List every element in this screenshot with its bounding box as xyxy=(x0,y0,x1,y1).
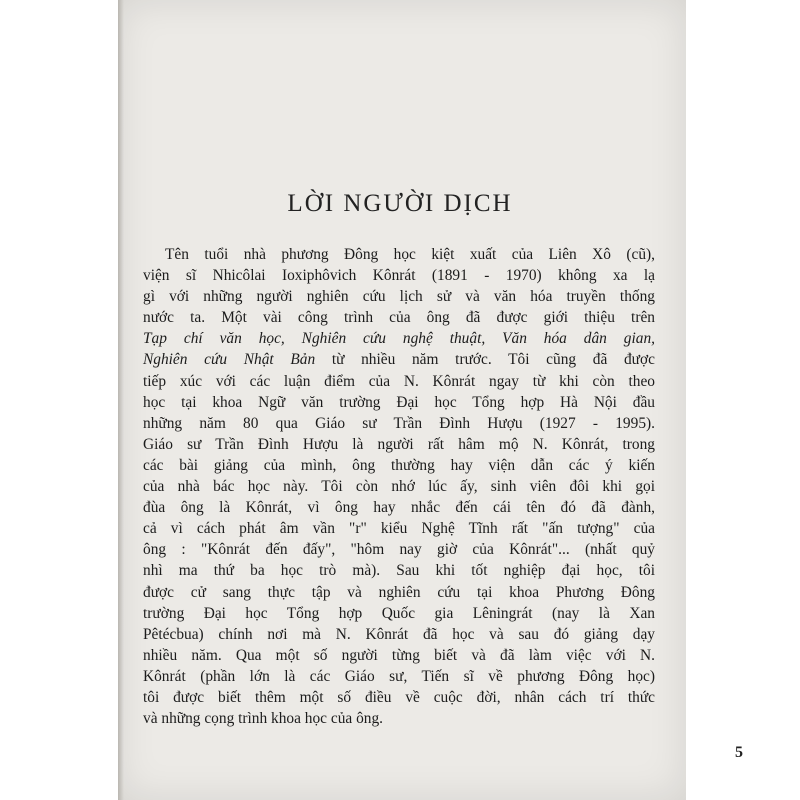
text-line: tiếp xúc với các luận điểm của N. Kônrát ngay từ khi còn theo xyxy=(143,372,655,390)
text-line: những năm 80 qua Giáo sư Trần Đình Hượu (1927 - 1995). xyxy=(143,414,655,432)
text-line: viện sĩ Nhicôlai Ioxiphôvich Kônrát (1891 - 1970) không xa lạ xyxy=(143,267,655,285)
text-line: của nhà bác học này. Tôi còn nhớ lúc ấy, sinh viên đôi khi gọi xyxy=(143,478,655,496)
text-line-italic: Tạp chí văn học, Nghiên cứu nghệ thuật, Văn hóa dân gian, xyxy=(143,330,655,348)
chapter-title: LỜI NGƯỜI DỊCH xyxy=(287,190,513,217)
text-line: nước ta. Một vài công trình của ông đã được giới thiệu trên xyxy=(143,309,655,327)
text-line: học tại khoa Ngữ văn trường Đại học Tổng hợp Hà Nội đầu xyxy=(143,393,655,411)
text-line: được cử sang thực tập và nghiên cứu tại khoa Phương Đông xyxy=(143,583,655,601)
page-gutter-shadow xyxy=(118,0,124,800)
text-line: nhì ma thứ ba học trò mà). Sau khi tốt nghiệp đại học, tôi xyxy=(143,562,655,580)
text-line: Giáo sư Trần Đình Hượu là người rất hâm mộ N. Kônrát, trong xyxy=(143,435,655,453)
text-line: nhiều năm. Qua một số người từng biết và đã làm việc với N. xyxy=(143,646,655,664)
text-line xyxy=(143,349,655,370)
text-line: và những cọng trình khoa học của ông. xyxy=(143,710,383,728)
text-line: các bài giảng của mình, ông thường hay viện dẫn các ý kiến xyxy=(143,456,655,474)
page-number: 5 xyxy=(735,744,743,761)
italic-title: Nghiên cứu Nhật Bản xyxy=(143,351,316,369)
text-line: gì với những người nghiên cứu lịch sử và văn hóa truyền thống xyxy=(143,288,655,306)
text-line: Tên tuổi nhà phương Đông học kiệt xuất của Liên Xô (cũ), xyxy=(165,246,655,263)
text-line: cả vì cách phát âm vần "r" kiểu Nghệ Tĩnh rất "ấn tượng" của xyxy=(143,520,655,538)
body-text xyxy=(143,244,655,729)
text-line: ông : "Kônrát đến đấy", "hôm nay giờ của Kônrát"... (nhất quỷ xyxy=(143,541,655,559)
text-line: trường Đại học Tổng hợp Quốc gia Lêningrát (nay là Xan xyxy=(143,604,655,622)
text-fragment: từ nhiều năm trước. Tôi cũng đã được xyxy=(315,351,655,369)
text-line: đùa ông là Kônrát, vì ông hay nhắc đến cái tên đó đã đành, xyxy=(143,499,655,517)
text-line: Pêtécbua) chính nơi mà N. Kônrát đã học và sau đó giảng dạy xyxy=(143,625,655,643)
text-line: Kônrát (phần lớn là các Giáo sư, Tiến sĩ về phương Đông học) xyxy=(143,667,655,685)
text-line: tôi được biết thêm một số điều về cuộc đời, nhân cách trí thức xyxy=(143,688,655,706)
